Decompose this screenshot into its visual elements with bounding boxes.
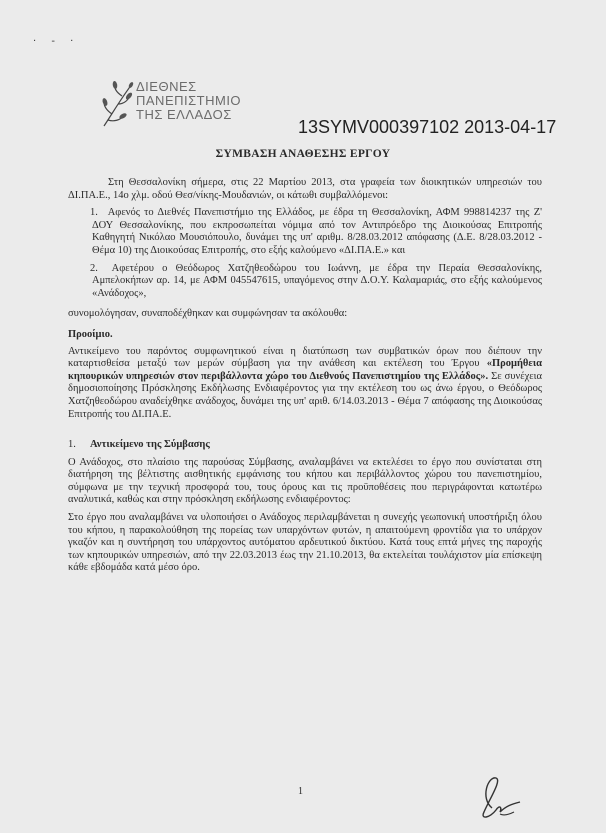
party-text: Αφετέρου ο Θεόδωρος Χατζηθεοδώρου του Ιωάννη, με έδρα την Περαία Θεσσαλονίκης, Αμπελοκήπων αρ. 14, με ΑΦΜ 045547615, υπαγόμενος στην Δ.Ο.Υ. Καλαμαριάς, στο εξής καλούμενος «Ανάδοχος», — [92, 262, 543, 299]
party-text: Αφενός το Διεθνές Πανεπιστήμιο της Ελλάδος, με έδρα τη Θεσσαλονίκη, ΑΦΜ 998814237 της Ζ' ΔΟΥ Θεσσαλονίκης, που εκπροσωπείται νόμιμα από τον Αντιπρόεδρο της Διοικούσας Επιτροπής Καθηγητή Νικόλαο Μουσιόπουλο, δυνάμει της υπ' αριθμ. 8/28.03.2012 απόφασης (Δ.Ε. 8/28.03.2012 - Θέμα 10) της Διοικούσας Επιτροπής, στο εξής καλούμενο «ΔΙ.ΠΑ.Ε.» και — [92, 207, 543, 256]
document-body — [68, 177, 542, 580]
project-title: «Προμήθεια κηπουρικών υπηρεσιών στον περιβάλλοντα χώρο του Διεθνούς Πανεπιστημίου της Ελλάδος». — [68, 358, 542, 382]
agreement-line: συνομολόγησαν, συναποδέχθηκαν και συμφώνησαν τα ακόλουθα: — [68, 308, 348, 320]
university-logo — [98, 78, 278, 138]
preamble-paragraph: Αντικείμενο του παρόντος συμφωνητικού είναι η διατύπωση των συμβατικών όρων που διέπουν την καταρτισθείσα μεταξύ των μερών σύμβαση για την ανάθεση και εκτέλεση του Έργου «Προμήθεια κηπουρικών υπηρεσιών στον περιβάλλοντα χώρο του Διεθνούς Πανεπιστημίου της Ελλάδος». Σε συνέχεια δημοσιοποίησης Πρόσκλησης Εκδήλωσης Ενδιαφέροντος για την εκτέλεση του ως άνω έργου, ο Θεόδωρος Χατζηθεοδώρου αναδείχθηκε ανάδοχος, δυνάμει της υπ' αριθ. 6/14.03.2013 - Θέμα 7 απόφασης της Διοικούσας Επιτροπής του ΔΙ.ΠΑ.Ε. — [68, 345, 542, 420]
page-title: ΣΥΜΒΑΣΗ ΑΝΑΘΕΣΗΣ ΕΡΓΟΥ — [215, 148, 391, 160]
intro-paragraph: Στη Θεσσαλονίκη σήμερα, στις 22 Μαρτίου 2013, στα γραφεία των διοικητικών υπηρεσιών του ΔΙ.ΠΑ.Ε., 14ο χλμ. οδού Θεσ/νίκης-Μουδανιών, οι κάτωθι συμβαλλόμενοι: — [68, 177, 542, 201]
scan-specks: · - · — [33, 36, 80, 47]
section-number: 1. — [68, 439, 76, 451]
university-name: ΔΙΕΘΝΕΣ ΠΑΝΕΠΙΣΤΗΜΙΟ ΤΗΣ ΕΛΛΑΔΟΣ — [136, 79, 242, 122]
signature-icon — [470, 768, 530, 823]
section-heading — [68, 439, 542, 452]
party-number: 1. — [90, 207, 98, 219]
document-id: 13SYMV000397102 2013-04-17 — [298, 117, 557, 137]
party-number: 2. — [90, 262, 98, 274]
section-paragraph: Στο έργο που αναλαμβάνει να υλοποιήσει ο Ανάδοχος περιλαμβάνεται η συνεχής γεωπονική υποστήριξη όλου του κήπου, η παρακολούθηση της πορείας των υπαρχόντων φυτών, η απαιτούμενη φροντίδα για το υπάρχον γκαζόν και η συντήρηση του υπάρχοντος αυτόματου αρδευτικού δικτύου. Κατά τους επτά μήνες της παροχής των κηπουρικών υπηρεσιών, από την 22.03.2013 έως την 21.10.2013, θα εκτελείται τουλάχιστον μία επίσκεψη κάθε εβδομάδα κατά μέσο όρο. — [68, 512, 542, 574]
party-item — [68, 263, 542, 301]
preamble-heading: Προοίμιο. — [68, 328, 113, 340]
page-number: 1 — [298, 786, 303, 797]
section-title: Αντικείμενο της Σύμβασης — [90, 439, 210, 451]
party-item — [68, 207, 542, 257]
section-paragraph: Ο Ανάδοχος, στο πλαίσιο της παρούσας Σύμβασης, αναλαμβάνει να εκτελέσει το έργο που συνίσταται στη διατήρηση της βέλτιστης αισθητικής εμφάνισης του κήπου και περιβάλλοντος χώρου του πανεπιστημίου, σύμφωνα με την τεχνική προσφορά του, τους όρους και τις προϋποθέσεις που περιγράφονται κατωτέρω αναλυτικά, καθώς και στην πρόσκληση εκδήλωσης ενδιαφέροντος: — [68, 456, 542, 506]
olive-branch-icon — [98, 78, 138, 130]
